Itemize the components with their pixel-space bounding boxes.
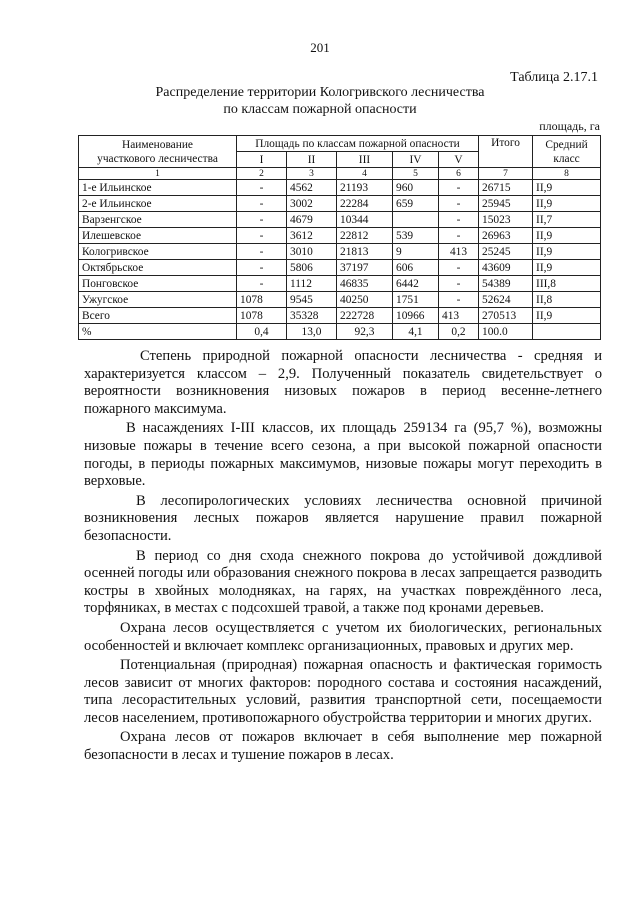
class-1-value: - [237,260,287,276]
header-class-2: II [287,152,337,168]
class-2-value: 3002 [287,196,337,212]
column-number: 2 [237,168,287,180]
total-value: 270513 [479,308,533,324]
class-1-value: - [237,212,287,228]
class-3-value: 222728 [337,308,393,324]
class-2-value: 9545 [287,292,337,308]
avg-class-value: II,9 [533,308,601,324]
paragraph: Потенциальная (природная) пожарная опасность и фактическая горимость лесов зависит от многих факторов: породного состава и состояния насаждений, типа лесорастительных условий, развития транспортной сети, посещаемости лесов населением, противопожарного обустройства территории и многих других. [84,657,602,726]
class-5-value: - [439,276,479,292]
row-name: Всего [79,308,237,324]
header-row-1 [79,136,601,152]
table-row [79,196,601,212]
table-row [79,212,601,228]
class-5-value: 413 [439,308,479,324]
class-3-value: 46835 [337,276,393,292]
class-1-value: - [237,196,287,212]
table-row [79,276,601,292]
avg-class-value: II,9 [533,228,601,244]
table-row [79,292,601,308]
column-number: 7 [479,168,533,180]
total-value: 100.0 [479,324,533,340]
header-class-3: III [337,152,393,168]
class-1-value: - [237,276,287,292]
row-name: Варзенгское [79,212,237,228]
class-1-value: 0,4 [237,324,287,340]
class-2-value: 5806 [287,260,337,276]
page-number: 201 [310,40,330,55]
column-number: 1 [79,168,237,180]
row-name: Ужугское [79,292,237,308]
total-value: 25945 [479,196,533,212]
table-row [79,260,601,276]
header-name-line-1: Наименование [122,138,193,151]
class-4-value: 9 [393,244,439,260]
header-class-5: V [439,152,479,168]
header-avg-line-1: Средний [545,138,588,151]
class-5-value: - [439,212,479,228]
table-title-line-2: по классам пожарной опасности [223,102,417,117]
class-1-value: - [237,180,287,196]
total-value: 52624 [479,292,533,308]
class-5-value: - [439,260,479,276]
table-title [0,84,640,118]
class-4-value: 659 [393,196,439,212]
header-name-cell [79,136,237,168]
class-4-value: 1751 [393,292,439,308]
header-total: Итого [479,136,533,168]
table-row-percent [79,324,601,340]
header-name-line-2: участкового лесничества [97,152,218,165]
table-row [79,244,601,260]
paragraph: Охрана лесов осуществляется с учетом их биологических, региональных особенностей и включает комплекс организационных, правовых и других мер. [84,619,602,654]
avg-class-value: III,8 [533,276,601,292]
class-1-value: - [237,228,287,244]
class-2-value: 13,0 [287,324,337,340]
class-2-value: 3010 [287,244,337,260]
row-name: Кологривское [79,244,237,260]
paragraph: В лесопирологических условиях лесничества основной причиной возникновения лесных пожаров является нарушение правил пожарной безопасности. [84,492,602,544]
column-number: 4 [337,168,393,180]
class-2-value: 35328 [287,308,337,324]
class-5-value: 413 [439,244,479,260]
avg-class-value: II,9 [533,244,601,260]
class-4-value: 960 [393,180,439,196]
total-value: 26715 [479,180,533,196]
class-1-value: 1078 [237,292,287,308]
class-3-value: 21193 [337,180,393,196]
row-name: Октябрьское [79,260,237,276]
total-value: 15023 [479,212,533,228]
table-row [79,180,601,196]
header-avg-line-2: класс [553,152,580,165]
class-3-value: 40250 [337,292,393,308]
fire-danger-table [78,135,601,340]
class-3-value: 22812 [337,228,393,244]
paragraph: Степень природной пожарной опасности лесничества - средняя и характеризуется классом – 2,9. Полученный показатель свидетельствует о вероятности возникновения низовых пожаров в период весенне-летнего пожарного максимума. [84,348,602,417]
class-2-value: 4679 [287,212,337,228]
class-4-value: 606 [393,260,439,276]
class-4-value: 4,1 [393,324,439,340]
row-name: 1-е Ильинское [79,180,237,196]
avg-class-value: II,9 [533,180,601,196]
column-number: 6 [439,168,479,180]
class-4-value: 6442 [393,276,439,292]
header-avg-cell [533,136,601,168]
class-3-value: 92,3 [337,324,393,340]
class-1-value: - [237,244,287,260]
avg-class-value: II,8 [533,292,601,308]
header-area: Площадь по классам пожарной опасности [237,136,479,152]
column-number-row [79,168,601,180]
header-class-1: I [237,152,287,168]
row-name: Илешевское [79,228,237,244]
class-3-value: 10344 [337,212,393,228]
row-name: Понговское [79,276,237,292]
class-5-value: 0,2 [439,324,479,340]
class-4-value: 10966 [393,308,439,324]
class-3-value: 37197 [337,260,393,276]
class-1-value: 1078 [237,308,287,324]
class-5-value: - [439,292,479,308]
class-3-value: 22284 [337,196,393,212]
table-row-total [79,308,601,324]
avg-class-value: II,7 [533,212,601,228]
total-value: 25245 [479,244,533,260]
body-text [84,348,602,765]
total-value: 43609 [479,260,533,276]
class-5-value: - [439,196,479,212]
class-4-value [393,212,439,228]
column-number: 3 [287,168,337,180]
class-2-value: 3612 [287,228,337,244]
paragraph: В насаждениях I-III классов, их площадь 259134 га (95,7 %), возможны низовые пожары в течение всего сезона, а при высокой пожарной опасности погоды, в периоды пожарных максимумов, низовые пожары могут переходить в верховые. [84,420,602,490]
class-4-value: 539 [393,228,439,244]
paragraph: В период со дня схода снежного покрова до устойчивой дождливой осенней погоды или образования снежного покрова в лесах запрещается разводить костры в хвойных молодняках, на гарях, на участках повреждённого леса, торфяниках, в местах с подсохшей травой, а также под кронами деревьев. [84,547,602,617]
column-number: 5 [393,168,439,180]
avg-class-value: II,9 [533,260,601,276]
header-class-4: IV [393,152,439,168]
class-3-value: 21813 [337,244,393,260]
class-2-value: 1112 [287,276,337,292]
class-2-value: 4562 [287,180,337,196]
avg-class-value: II,9 [533,196,601,212]
table-number: Таблица 2.17.1 [510,70,598,85]
column-number: 8 [533,168,601,180]
unit-label: площадь, га [539,119,600,133]
avg-class-value [533,324,601,340]
paragraph: Охрана лесов от пожаров включает в себя выполнение мер пожарной безопасности в лесах и тушение пожаров в лесах. [84,729,602,764]
class-5-value: - [439,228,479,244]
total-value: 26963 [479,228,533,244]
table-title-line-1: Распределение территории Кологривского лесничества [155,85,485,100]
row-name: 2-е Ильинское [79,196,237,212]
class-5-value: - [439,180,479,196]
table-row [79,228,601,244]
row-name: % [79,324,237,340]
total-value: 54389 [479,276,533,292]
